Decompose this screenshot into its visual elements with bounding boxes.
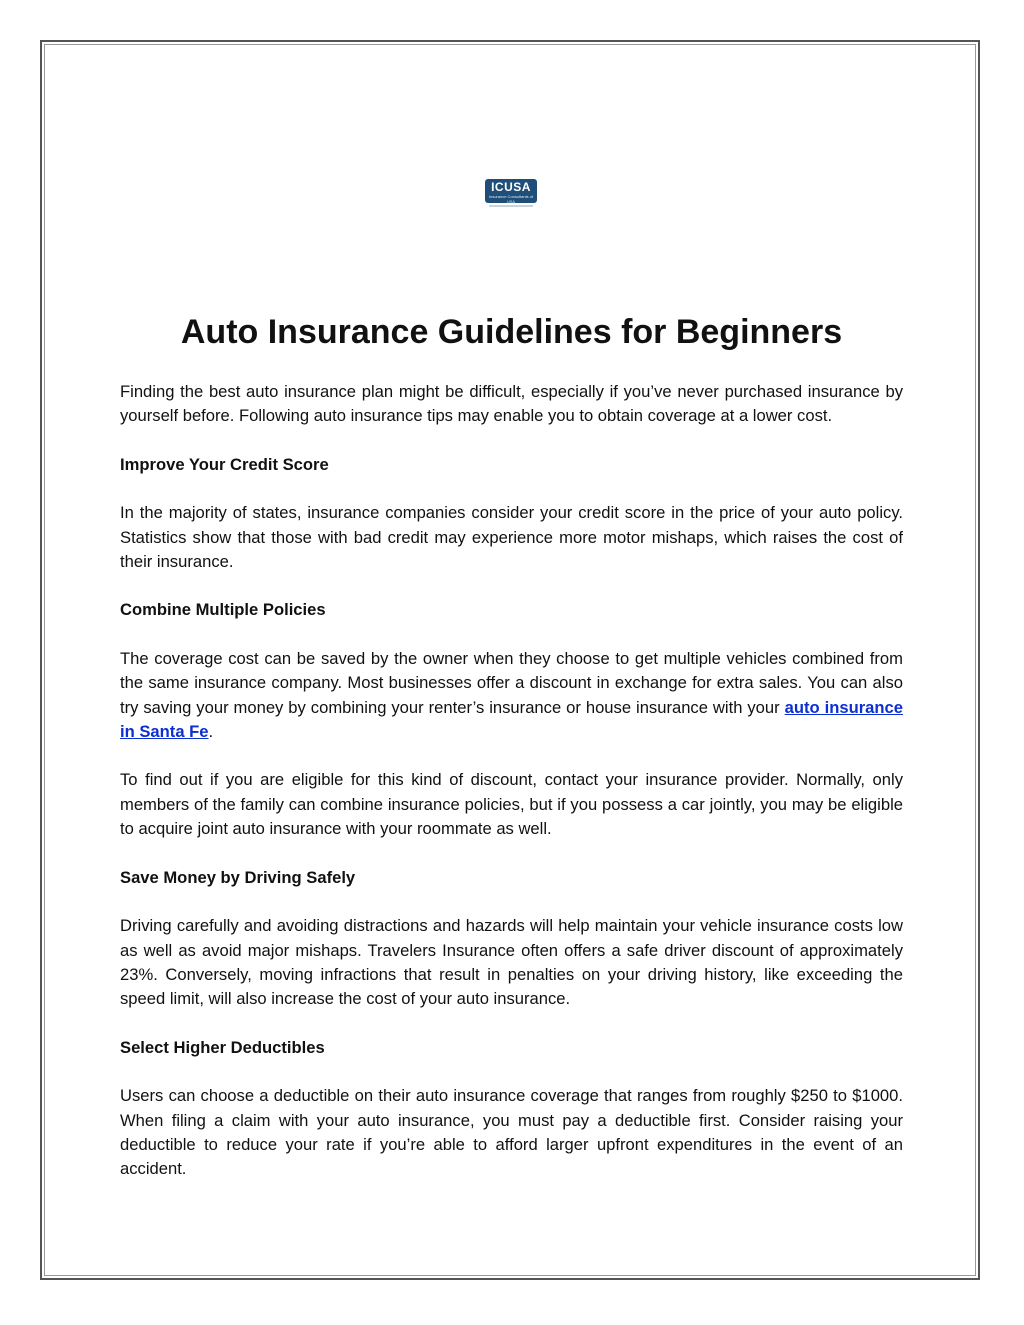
spacer bbox=[120, 842, 903, 866]
section-paragraph-combine-policies bbox=[120, 647, 903, 745]
section-heading-credit-score: Improve Your Credit Score bbox=[120, 454, 329, 474]
document-title: Auto Insurance Guidelines for Beginners bbox=[180, 313, 843, 351]
spacer bbox=[120, 890, 903, 914]
company-logo bbox=[485, 179, 537, 203]
logo-underline bbox=[489, 205, 533, 207]
section-paragraph-driving-safely: Driving carefully and avoiding distractions and hazards will help maintain your vehicle insurance costs low as well as avoid major mishaps. Travelers Insurance often offers a safe driver discount of approximately 23%. Conversely, moving infractions that result in penalties on your driving history, like exceeding the speed limit, will also increase the cost of your auto insurance. bbox=[120, 916, 903, 1009]
santa-fe-insurance-link[interactable]: auto insurance in Santa Fe bbox=[120, 697, 903, 742]
paragraph-text-end: . bbox=[208, 722, 214, 742]
intro-paragraph: Finding the best auto insurance plan might be difficult, especially if you’ve never purchased insurance by yourself before. Following auto insurance tips may enable you to obtain coverage at a lower cost. bbox=[120, 382, 903, 426]
paragraph-text: The coverage cost can be saved by the owner when they choose to get multiple vehicles combined from the same insurance company. Most businesses offer a discount in exchange for extra sales. You can also try saving your money by combining your renter’s insurance or house insurance with your bbox=[120, 648, 903, 717]
spacer bbox=[120, 1012, 903, 1036]
spacer bbox=[120, 744, 903, 768]
document-body bbox=[120, 380, 903, 1182]
section-heading-deductibles: Select Higher Deductibles bbox=[120, 1037, 325, 1057]
spacer bbox=[120, 1060, 903, 1084]
spacer bbox=[120, 623, 903, 647]
section-heading-driving-safely: Save Money by Driving Safely bbox=[120, 867, 356, 887]
spacer bbox=[120, 429, 903, 453]
section-paragraph-deductibles: Users can choose a deductible on their auto insurance coverage that ranges from roughly $250 to $1000. When filing a claim with your auto insurance, you must pay a deductible first. Consider raising your deductible to reduce your rate if you’re able to afford larger upfront expenditures in the event of an accident. bbox=[120, 1086, 903, 1179]
logo-text: ICUSA bbox=[491, 180, 531, 194]
spacer bbox=[120, 477, 903, 501]
section-paragraph-credit-score: In the majority of states, insurance companies consider your credit score in the price of your auto policy. Statistics show that those with bad credit may experience more motor mishaps, which raises the cost of their insurance. bbox=[120, 503, 903, 572]
spacer bbox=[120, 574, 903, 598]
logo-tagline: Insurance Consultants of USA bbox=[488, 194, 534, 204]
section-heading-combine-policies: Combine Multiple Policies bbox=[120, 600, 326, 620]
section-paragraph-eligibility: To find out if you are eligible for this kind of discount, contact your insurance provider. Normally, only members of the family can combine insurance policies, but if you possess a car jointly, you may be eligible to acquire joint auto insurance with your roommate as well. bbox=[120, 770, 903, 839]
